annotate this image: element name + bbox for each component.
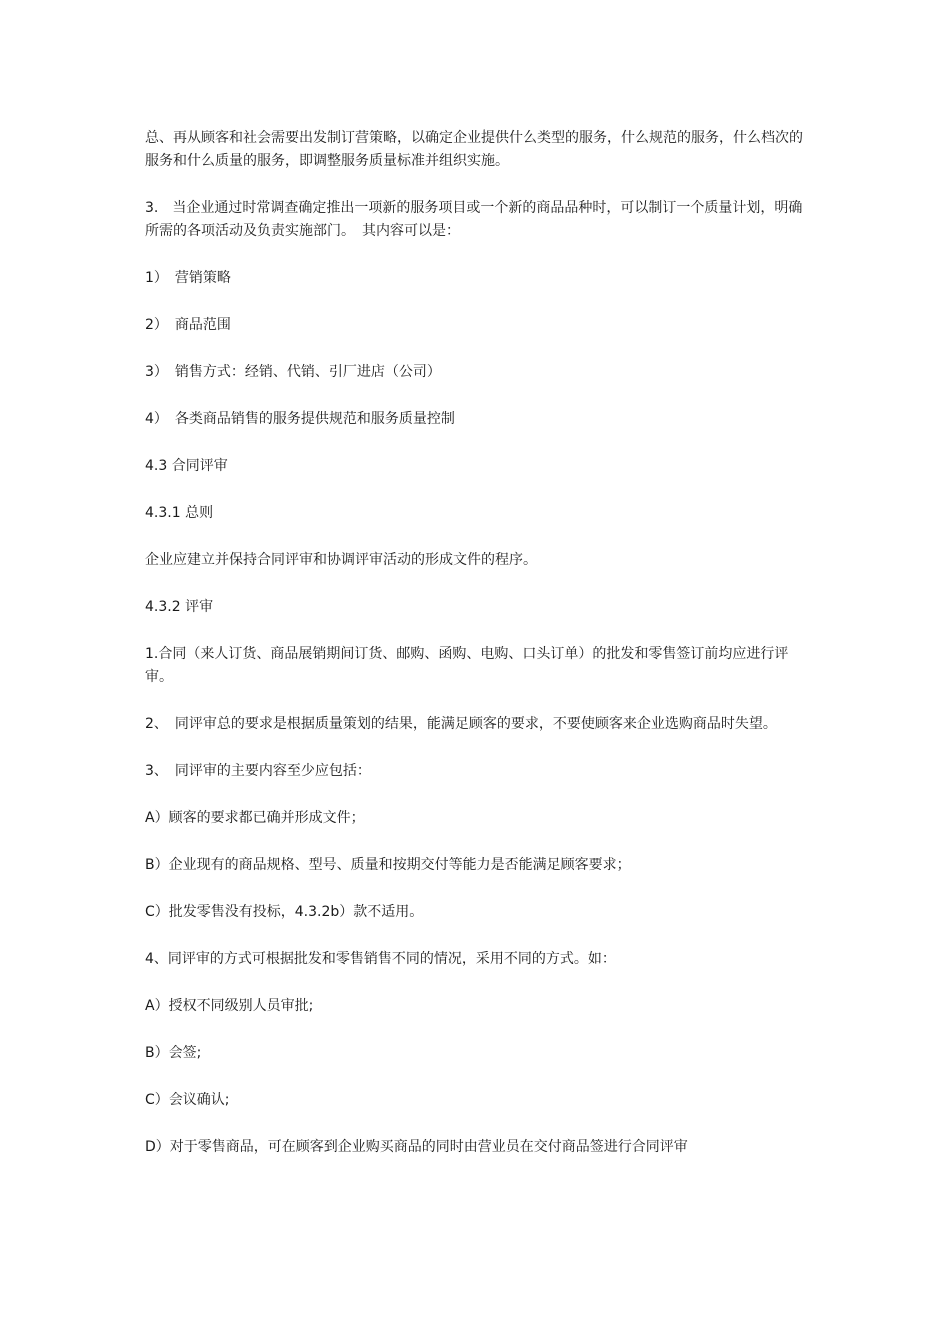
list-item-marketing-strategy: 1） 营销策略 (145, 270, 231, 286)
paragraph-review-item-1: 1.合同（来人订货、商品展销期间订货、邮购、函购、电购、口头订单）的批发和零售签订前均应进行评审。 (145, 646, 789, 685)
document-body (145, 127, 815, 1183)
list-item-c-no-bidding: C）批发零售没有投标，4.3.2b）款不适用。 (145, 904, 424, 920)
list-item-b-countersign: B）会签; (145, 1045, 202, 1061)
list-item-c-meeting: C）会议确认; (145, 1092, 230, 1108)
section-heading-4-3-1: 4.3.1 总则 (145, 505, 214, 521)
list-item-b-capability: B）企业现有的商品规格、型号、质量和按期交付等能力是否能满足顾客要求； (145, 857, 631, 873)
list-item-service-spec: 4） 各类商品销售的服务提供规范和服务质量控制 (145, 411, 455, 427)
list-item-product-range: 2） 商品范围 (145, 317, 231, 333)
paragraph-intro-continuation: 总、再从顾客和社会需要出发制订营策略，以确定企业提供什么类型的服务，什么规范的服务，什么档次的服务和什么质量的服务，即调整服务质量标准并组织实施。 (145, 130, 803, 169)
list-item-d-retail: D）对于零售商品，可在顾客到企业购买商品的同时由营业员在交付商品签进行合同评审 (145, 1139, 688, 1155)
list-item-a-requirements: A）顾客的要求都已确并形成文件； (145, 810, 365, 826)
section-heading-4-3-2: 4.3.2 评审 (145, 599, 214, 615)
paragraph-item-3-quality-plan: 3. 当企业通过时常调查确定推出一项新的服务项目或一个新的商品品种时，可以制订一个质量计划，明确所需的各项活动及负责实施部门。 其内容可以是： (145, 200, 803, 239)
paragraph-review-item-3: 3、 同评审的主要内容至少应包括： (145, 763, 371, 779)
paragraph-review-item-4: 4、同评审的方式可根据批发和零售销售不同的情况，采用不同的方式。如： (145, 951, 616, 967)
list-item-sales-method: 3） 销售方式：经销、代销、引厂进店（公司） (145, 364, 441, 380)
section-heading-4-3: 4.3 合同评审 (145, 458, 228, 474)
paragraph-review-item-2: 2、 同评审总的要求是根据质量策划的结果，能满足顾客的要求，不要使顾客来企业选购商品时失望。 (145, 716, 777, 732)
paragraph-general-procedure: 企业应建立并保持合同评审和协调评审活动的形成文件的程序。 (145, 552, 537, 568)
list-item-a-authorization: A）授权不同级别人员审批; (145, 998, 314, 1014)
